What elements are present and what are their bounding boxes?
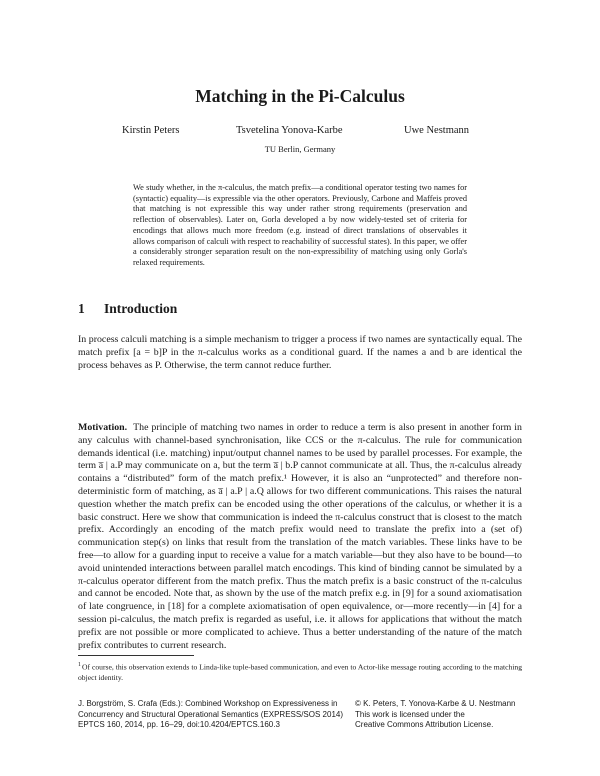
license-line: This work is licensed under the [355, 709, 465, 719]
section-title: Introduction [104, 301, 178, 316]
motivation-label: Motivation. [78, 422, 128, 433]
publication-line: J. Borgström, S. Crafa (Eds.): Combined Workshop on Expressiveness in [78, 699, 338, 708]
paper-title: Matching in the Pi-Calculus [195, 86, 405, 106]
publication-line: EPTCS 160, 2014, pp. 16–29, doi:10.4204/EPTCS.160.3 [78, 720, 280, 729]
intro-paragraph: In process calculi matching is a simple mechanism to trigger a process if two names are syntactically equal. The match prefix [a = b]P in the π-calculus works as a conditional guard. If the names a and b are identical the process behaves as P. Otherwise, the term cannot reduce further. [78, 334, 522, 371]
section-heading [78, 301, 177, 317]
publication-info [78, 699, 346, 731]
motivation-paragraph [78, 422, 522, 652]
license-line: © K. Peters, T. Yonova-Karbe & U. Nestmann [355, 699, 516, 708]
publication-line: Concurrency and Structural Operational Semantics (EXPRESS/SOS 2014) [78, 709, 344, 719]
author-name: Uwe Nestmann [404, 125, 470, 136]
footnote-mark: 1 [78, 662, 81, 668]
affiliation: TU Berlin, Germany [264, 144, 336, 154]
license-line: Creative Commons Attribution License. [355, 720, 494, 729]
abstract: We study whether, in the π-calculus, the match prefix—a conditional operator testing two names for (syntactic) equality—is expressible via the other operators. Previously, Carbone and Maffeis proved that matching is not expressible this way under rather strong requirements (preservation and reflection of observables). Later on, Gorla developed a by now widely-tested set of criteria for encodings that allows much more freedom (e.g. instead of direct translations of observables it allows comparison of calculi with respect to reachability of successful states). In this paper, we offer a considerably stronger separation result on the non-expressibility of matching using only Gorla's relaxed requirements. [133, 183, 467, 267]
motivation-text: The principle of matching two names in order to reduce a term is also present in another form in any calculus with channel-based synchronisation, like CCS or the π-calculus. The rule for communication demands identical (i.e. matching) input/output channel names to be used by parallel processes. For example, the term a̅ | a.P may communicate on a, but the term a̅ | b.P cannot communicate at all. Thus, the π-calculus already contains a “distributed” form of the match prefix.¹ However, it is also an “unprotected” and therefore non-deterministic form of matching, as a̅ | a.P | a.Q allows for two different communications. This raises the natural question whether the match prefix can be encoded using the other operations of the calculus, or whether it is a basic construct. Here we show that communication is indeed the π-calculus construct that is closest to the match prefix. Accordingly an encoding of the match prefix would need to translate the prefix into a (set of) communication step(s) on links that result from the translation of the match variables. These links have to be free—to allow for a guarding input to receive a value for a match variable—but they also have to be bound—to avoid unintended interactions between parallel match encodings. This kind of binding cannot be simulated by a π-calculus operator different from the match prefix. Thus the match prefix is a basic construct of the π-calculus and cannot be encoded. Note that, as shown by the use of the match prefix e.g. in [9] for a sound axiomatisation of late congruence, in [18] for a complete axiomatisation of open equivalence, or—more recently—in [4] for a session pi-calculus, the match prefix is regarded as useful, i.e. it allows for applications that without the match prefix are not possible or more complicated to achieve. Thus a better understanding of the nature of the match prefix contributes to current research. [78, 422, 522, 651]
footnote-text: Of course, this observation extends to Linda-like tuple-based communication, and even to Actor-like message routing according to the matching object identity. [78, 662, 522, 682]
footnote-rule [78, 655, 194, 656]
footnote [78, 660, 522, 683]
section-number: 1 [78, 301, 85, 316]
license-info [355, 699, 525, 731]
author-name: Tsvetelina Yonova-Karbe [236, 125, 343, 136]
author-name: Kirstin Peters [122, 125, 180, 136]
